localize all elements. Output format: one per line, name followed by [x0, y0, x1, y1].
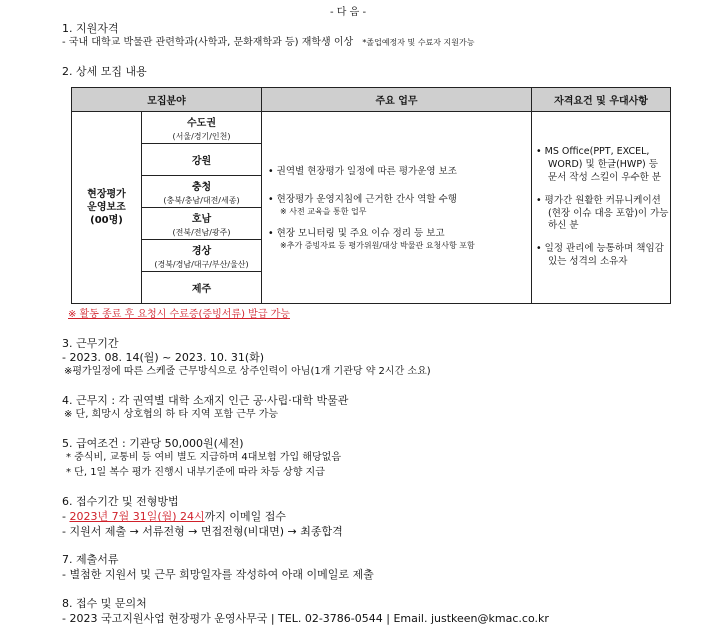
region-sub: (경북/경남/대구/부산/울산): [154, 259, 249, 269]
region-sub: (서울/경기/인천): [172, 131, 231, 141]
work-period-note: ※평가일정에 따른 스케줄 근무방식으로 상주인력이 아님(1개 기관당 약 2시간 소요): [64, 366, 431, 377]
deadline-prefix: -: [62, 510, 70, 523]
section-2-title: 2. 상세 모집 내용: [62, 65, 147, 78]
duties-cell: [262, 112, 532, 304]
workplace-note: ※ 단, 희망시 상호협의 하 타 지역 포함 근무 가능: [64, 409, 279, 420]
selection-process: - 지원서 제출 → 서류전형 → 면접전형(비대면) → 최종합격: [62, 525, 343, 538]
field-count: (00명): [90, 215, 123, 226]
duty-item: • 권역별 현장평가 일정에 따른 평가운영 보조: [268, 166, 457, 178]
salary-note-2: * 단, 1일 복수 평가 진행시 내부기준에 따라 차등 상향 지급: [66, 467, 325, 478]
qualifications-cell: [532, 112, 671, 304]
region-cell: [142, 112, 262, 144]
contact-line: - 2023 국고지원사업 현장평가 운영사무국 | TEL. 02-3786-0544 | Email. justkeen@kmac.co.kr: [62, 612, 549, 625]
region-name: 강원: [191, 156, 212, 167]
section-1-title: 1. 지원자격: [62, 22, 119, 35]
header-field: 모집분야: [72, 88, 262, 112]
notice-header: - 다 음 -: [330, 7, 367, 18]
region-name: 제주: [191, 284, 212, 295]
region-name: 충청: [191, 181, 212, 193]
region-cell: [142, 208, 262, 240]
deadline-date: 2023년 7월 31일(월) 24시: [69, 510, 205, 523]
certificate-footnote: ※ 활동 종료 후 요청시 수료증(증빙서류) 발급 가능: [68, 309, 290, 320]
eligibility-text: - 국내 대학교 박물관 관련학과(사학과, 문화재학과 등) 재학생 이상: [62, 37, 354, 48]
region-sub: (충북/충남/대전/세종): [163, 195, 240, 205]
region-name: 경상: [191, 245, 212, 257]
section-3-title: 3. 근무기간: [62, 337, 119, 350]
deadline-suffix: 까지 이메일 접수: [204, 510, 287, 523]
header-duties: 주요 업무: [262, 88, 532, 112]
section-8-title: 8. 접수 및 문의처: [62, 597, 147, 610]
region-name: 수도권: [187, 117, 216, 129]
qualification-item: • 일정 관리에 능통하며 책임감 있는 성격의 소유자: [536, 243, 664, 267]
duty-item: • 현장평가 운영지침에 근거한 간사 역할 수행: [268, 193, 457, 205]
region-cell: [142, 144, 262, 176]
work-period: - 2023. 08. 14(월) ~ 2023. 10. 31(화): [62, 351, 265, 364]
region-cell: [142, 272, 262, 304]
documents-line: - 별첨한 지원서 및 근무 희망일자를 작성하여 아래 이메일로 제출: [62, 568, 374, 581]
region-sub: (전북/전남/광주): [172, 227, 231, 237]
field-name-line1: 현장평가: [87, 189, 126, 200]
header-qualifications: 자격요건 및 우대사항: [532, 88, 671, 112]
region-name: 호남: [191, 213, 212, 225]
qualification-item: • 평가간 원활한 커뮤니케이션 (현장 이슈 대응 포함)이 가능하신 분: [536, 194, 669, 232]
eligibility-note: *졸업예정자 및 수료자 지원가능: [362, 38, 475, 47]
section-1-line: [62, 38, 474, 48]
section-5-title: 5. 급여조건 : 기관당 50,000원(세전): [62, 437, 244, 450]
qualification-item: • MS Office(PPT, EXCEL, WORD) 및 한글(HWP) 등 문서 작성 스킬이 우수한 분: [536, 146, 662, 183]
duty-item: • 현장 모니터링 및 주요 이슈 정리 등 보고: [268, 228, 445, 240]
duty-note: ※추가 증빙자료 등 평가위원/대상 박물관 요청사항 포함: [280, 241, 475, 251]
field-cell: [72, 112, 142, 304]
recruitment-table: [71, 87, 671, 304]
section-4-title: 4. 근무지 : 각 권역별 대학 소재지 인근 공·사립·대학 박물관: [62, 394, 349, 407]
section-6-title: 6. 접수기간 및 전형방법: [62, 495, 179, 508]
field-name-line2: 운영보조: [87, 202, 126, 213]
salary-note-1: * 중식비, 교통비 등 여비 별도 지급하며 4대보험 가입 해당없음: [66, 452, 341, 463]
section-7-title: 7. 제출서류: [62, 553, 119, 566]
region-cell: [142, 240, 262, 272]
duty-note: ※ 사전 교육을 통한 업무: [280, 206, 367, 216]
application-deadline: [62, 511, 286, 522]
region-cell: [142, 176, 262, 208]
